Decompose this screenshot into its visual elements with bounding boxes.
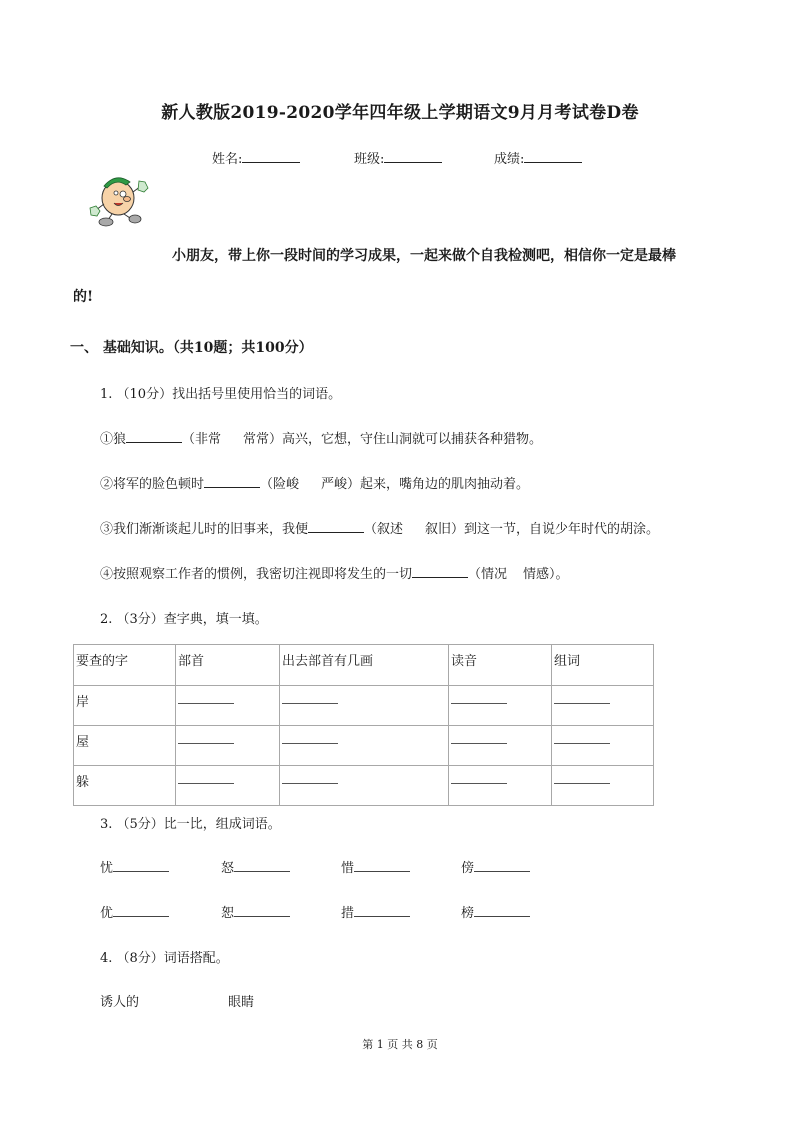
option-a: （叙述 — [364, 522, 404, 537]
header-cell: 要查的字 — [74, 645, 176, 686]
score-blank[interactable] — [524, 150, 582, 163]
score-field — [494, 148, 582, 167]
class-label: 班级: — [354, 152, 385, 167]
strokes-cell[interactable] — [280, 726, 449, 766]
compare-item — [221, 857, 290, 876]
option-b: 严峻） — [321, 477, 361, 492]
question-1-item-4 — [100, 563, 569, 582]
item-suffix: 到这一节，自说少年时代的胡涂。 — [464, 522, 660, 537]
radical-cell[interactable] — [176, 686, 280, 726]
compare-char: 榜 — [461, 906, 475, 921]
item-prefix: ③我们渐渐谈起儿时的旧事来，我便 — [100, 522, 309, 537]
word-cell[interactable] — [552, 766, 654, 806]
compare-item — [221, 902, 290, 921]
answer-blank[interactable] — [113, 859, 169, 872]
compare-item — [100, 857, 169, 876]
compare-char: 怒 — [221, 861, 235, 876]
word-cell[interactable] — [552, 726, 654, 766]
header-cell: 读音 — [449, 645, 552, 686]
answer-blank[interactable] — [474, 859, 530, 872]
answer-blank[interactable] — [113, 904, 169, 917]
word-cell[interactable] — [552, 686, 654, 726]
answer-blank[interactable] — [204, 475, 260, 488]
char-cell: 岸 — [74, 686, 176, 726]
option-b: 常常） — [243, 432, 283, 447]
intro-text-line1: 小朋友，带上你一段时间的学习成果，一起来做个自我检测吧，相信你一定是最棒 — [172, 248, 676, 264]
compare-char: 恕 — [221, 906, 235, 921]
answer-blank[interactable] — [354, 904, 410, 917]
header-cell: 部首 — [176, 645, 280, 686]
compare-item — [341, 902, 410, 921]
name-label: 姓名: — [212, 152, 243, 167]
compare-item — [461, 857, 530, 876]
compare-char: 优 — [100, 906, 114, 921]
option-b: 叙旧） — [425, 522, 465, 537]
option-b: 情感）。 — [523, 567, 569, 582]
radical-cell[interactable] — [176, 766, 280, 806]
radical-cell[interactable] — [176, 726, 280, 766]
question-1-item-3 — [100, 518, 659, 537]
answer-blank[interactable] — [354, 859, 410, 872]
question-4-title: 4. （8分）词语搭配。 — [100, 951, 229, 966]
intro-text-line2: 的! — [73, 289, 94, 305]
section-heading: 一、 基础知识。（共10题；共100分） — [70, 340, 313, 356]
compare-char: 措 — [341, 906, 355, 921]
dictionary-table — [73, 644, 654, 806]
table-header-row — [74, 645, 654, 686]
answer-blank[interactable] — [234, 904, 290, 917]
question-1-title: 1. （10分）找出括号里使用恰当的词语。 — [100, 387, 342, 402]
pinyin-cell[interactable] — [449, 766, 552, 806]
strokes-cell[interactable] — [280, 686, 449, 726]
option-a: （非常 — [182, 432, 222, 447]
answer-blank[interactable] — [412, 565, 468, 578]
page-number: 第 1 页 共 8 页 — [362, 1038, 438, 1051]
name-blank[interactable] — [242, 150, 300, 163]
item-prefix: ①狼 — [100, 432, 127, 447]
char-cell: 躲 — [74, 766, 176, 806]
match-left-item[interactable]: 诱人的 — [100, 995, 140, 1010]
match-right-item[interactable]: 眼睛 — [228, 995, 255, 1010]
answer-blank[interactable] — [308, 520, 364, 533]
table-row — [74, 766, 654, 806]
question-1-item-2 — [100, 473, 529, 492]
item-suffix: 高兴，它想，守住山洞就可以捕获各种猎物。 — [282, 432, 543, 447]
header-cell: 出去部首有几画 — [280, 645, 449, 686]
option-a: （险峻 — [260, 477, 300, 492]
question-3-title: 3. （5分）比一比，组成词语。 — [100, 817, 281, 832]
table-row — [74, 686, 654, 726]
cartoon-mascot-icon — [86, 170, 156, 228]
question-2-title: 2. （3分）查字典，填一填。 — [100, 612, 268, 627]
pinyin-cell[interactable] — [449, 726, 552, 766]
compare-item — [100, 902, 169, 921]
compare-char: 忧 — [100, 861, 114, 876]
table-row — [74, 726, 654, 766]
char-cell: 屋 — [74, 726, 176, 766]
header-cell: 组词 — [552, 645, 654, 686]
compare-char: 傍 — [461, 861, 475, 876]
answer-blank[interactable] — [234, 859, 290, 872]
question-1-item-1 — [100, 428, 542, 447]
document-title: 新人教版2019-2020学年四年级上学期语文9月月考试卷D卷 — [161, 103, 639, 123]
score-label: 成绩: — [494, 152, 525, 167]
item-prefix: ④按照观察工作者的惯例，我密切注视即将发生的一切 — [100, 567, 413, 582]
compare-item — [341, 857, 410, 876]
strokes-cell[interactable] — [280, 766, 449, 806]
compare-item — [461, 902, 530, 921]
name-field — [212, 148, 300, 167]
item-suffix: 起来，嘴角边的肌肉抽动着。 — [360, 477, 530, 492]
class-blank[interactable] — [384, 150, 442, 163]
item-prefix: ②将军的脸色顿时 — [100, 477, 205, 492]
class-field — [354, 148, 442, 167]
compare-char: 惜 — [341, 861, 355, 876]
answer-blank[interactable] — [126, 430, 182, 443]
answer-blank[interactable] — [474, 904, 530, 917]
pinyin-cell[interactable] — [449, 686, 552, 726]
option-a: （情况 — [468, 567, 508, 582]
